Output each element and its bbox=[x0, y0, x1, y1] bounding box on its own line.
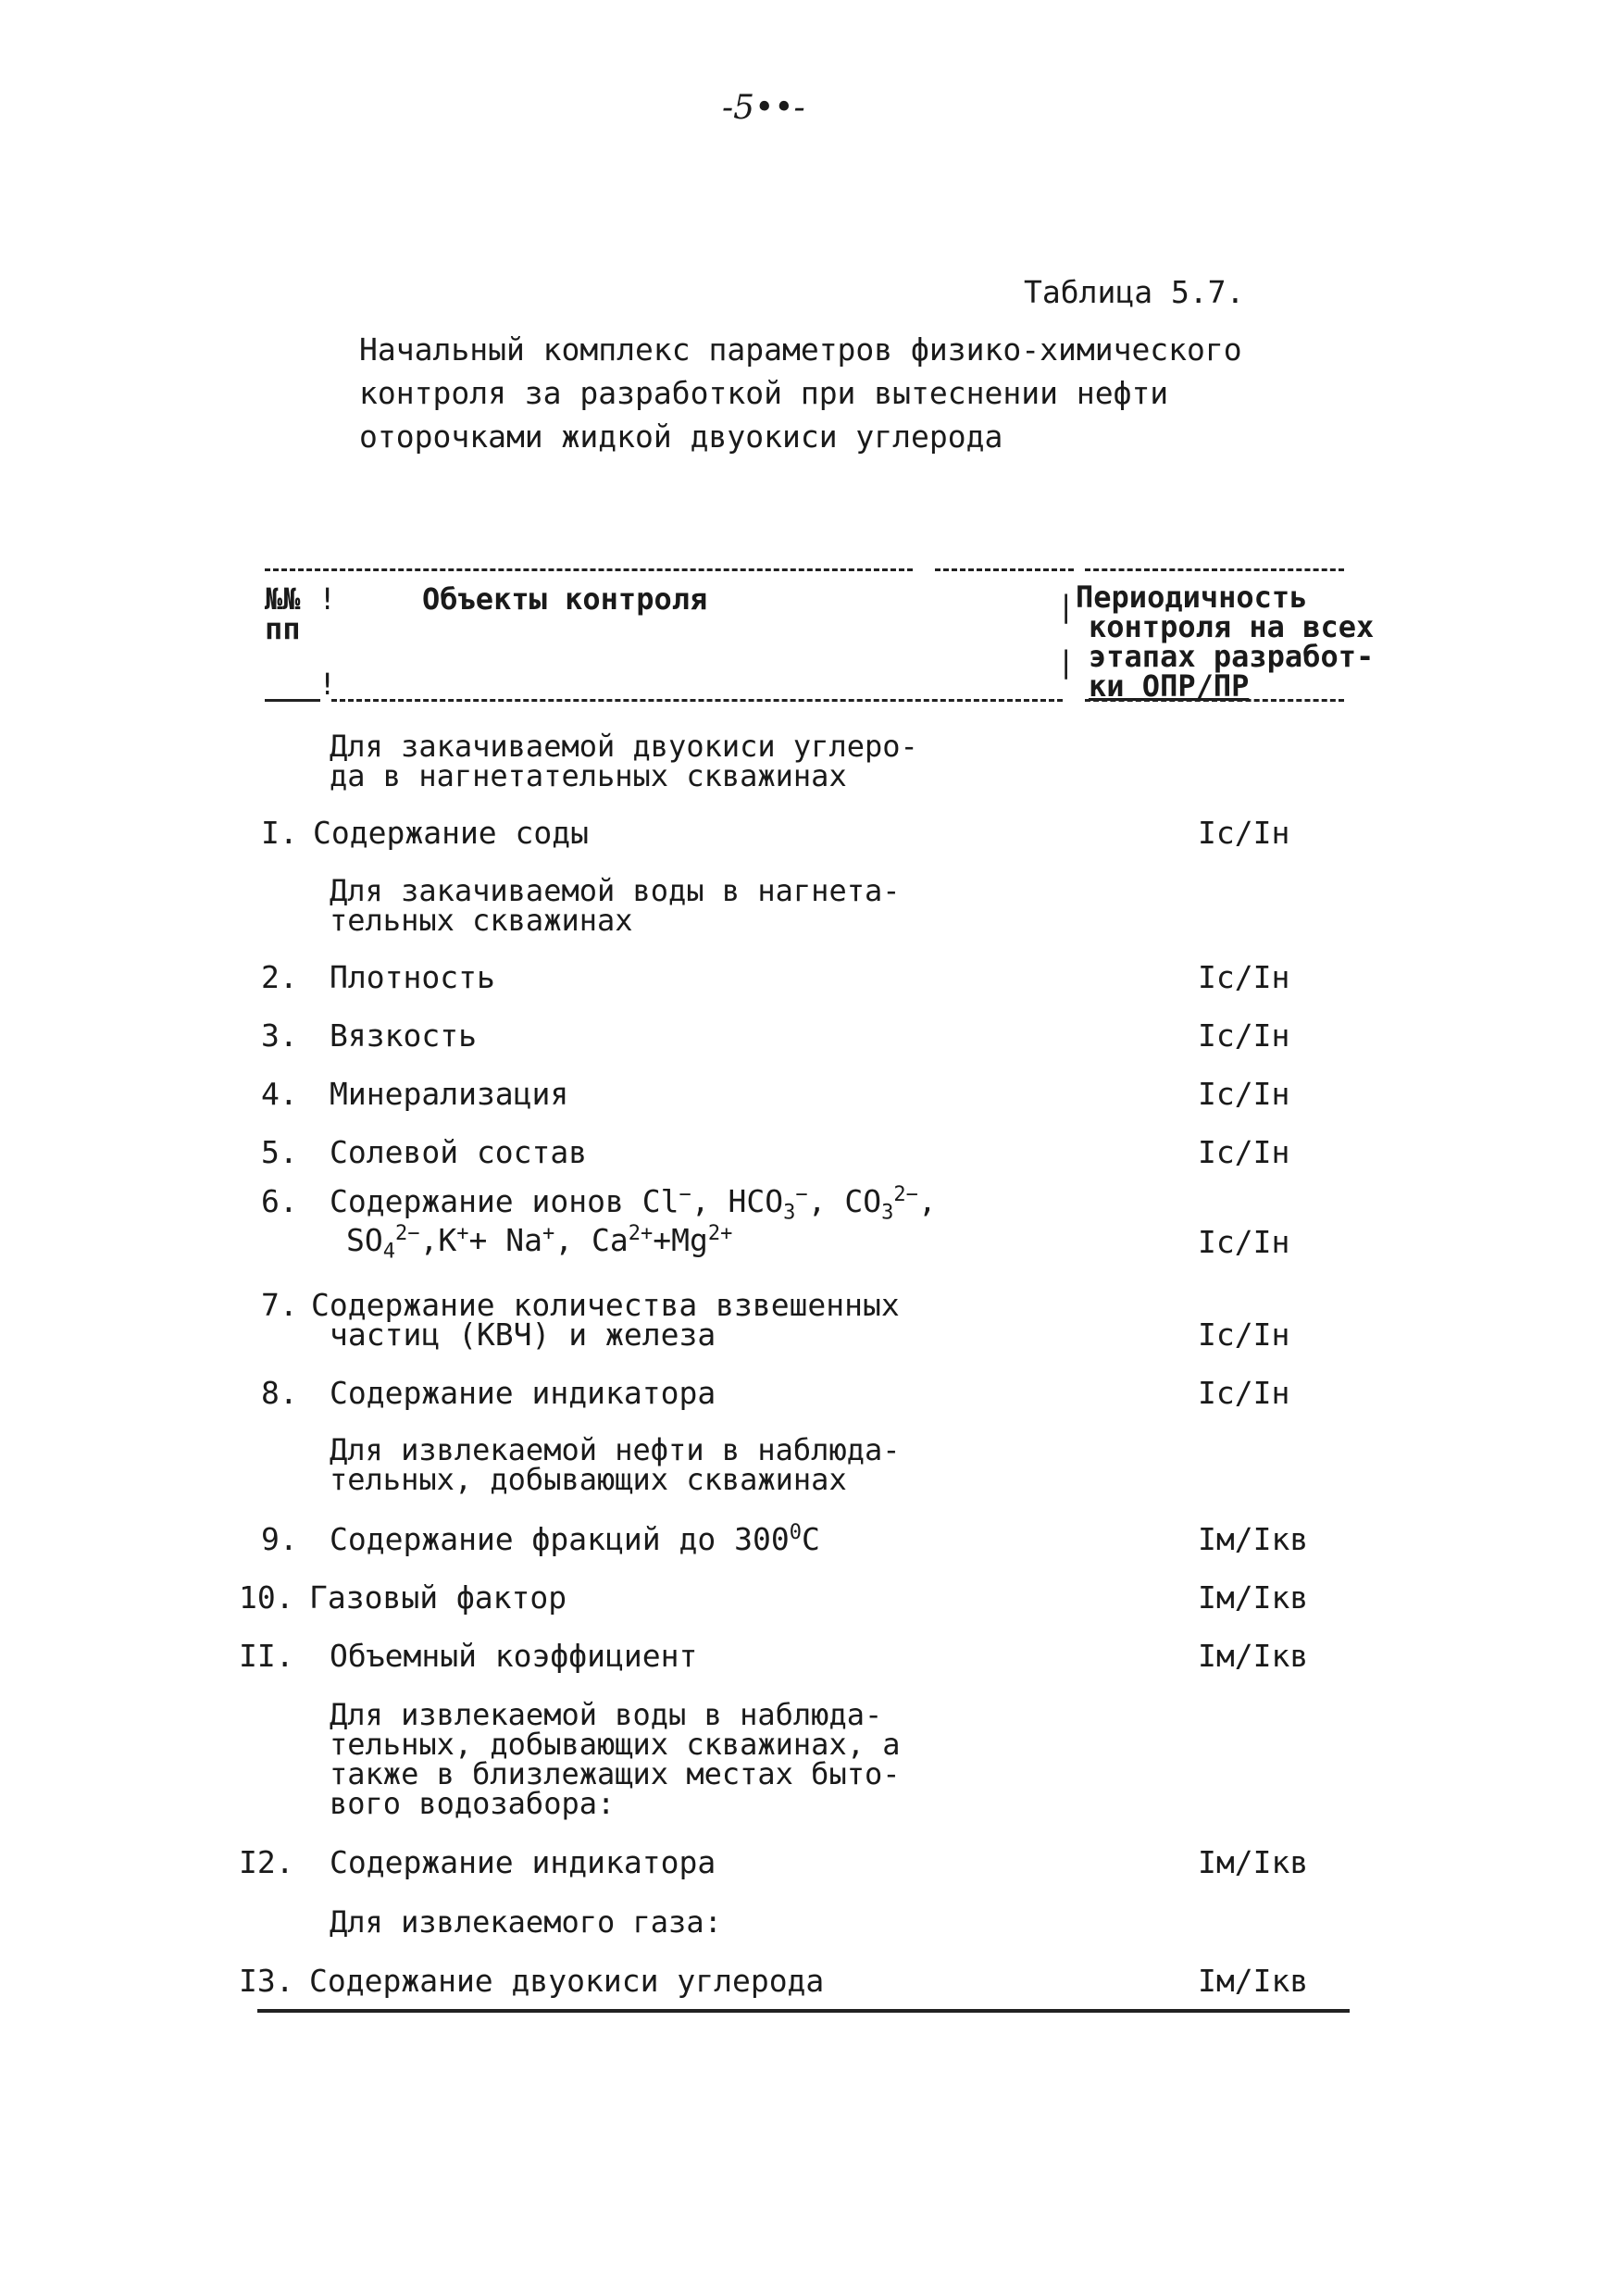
row-name: Содержание индикатора bbox=[330, 1375, 716, 1411]
row-number: 4. bbox=[261, 1076, 298, 1112]
row-number: 8. bbox=[261, 1375, 298, 1411]
separator: , bbox=[917, 1183, 937, 1219]
table-bottom-rule bbox=[257, 2009, 1350, 2013]
ion-cl: Cl bbox=[641, 1183, 679, 1219]
ion-co3: , CO bbox=[807, 1183, 882, 1219]
section-heading: Для извлекаемого газа: bbox=[330, 1904, 722, 1940]
row-name: Плотность bbox=[330, 959, 495, 995]
ion-hco3: , HCO bbox=[691, 1183, 784, 1219]
row-number: 6. bbox=[261, 1183, 298, 1219]
row-number: I3. bbox=[239, 1963, 294, 1999]
header-col-period: ки ОПР/ПР bbox=[1089, 668, 1250, 704]
row-period: Iс/Iн bbox=[1198, 1017, 1290, 1054]
row-name-text: Содержание ионов bbox=[330, 1183, 624, 1219]
row-period: Iс/Iн bbox=[1198, 815, 1290, 851]
row-number: 7. bbox=[261, 1287, 298, 1323]
row-number: 9. bbox=[261, 1521, 298, 1557]
row-period: Iм/Iкв bbox=[1198, 1579, 1309, 1616]
header-col-period: этапах разработ- bbox=[1089, 639, 1375, 674]
ion-formula-line2 bbox=[346, 1222, 733, 1264]
row-name: Объемный коэффициент bbox=[330, 1638, 698, 1674]
row-period: Iм/Iкв bbox=[1198, 1844, 1309, 1880]
section-heading: тельных, добывающих скважинах, а bbox=[330, 1727, 901, 1762]
section-heading: Для закачиваемой воды в нагнета- bbox=[330, 873, 901, 908]
row-name: Содержание количества взвешенных bbox=[311, 1287, 900, 1323]
header-top-rule bbox=[1085, 568, 1344, 571]
row-name: Содержание двуокиси углерода bbox=[309, 1963, 825, 1999]
header-col-number: №№ bbox=[265, 581, 301, 617]
charge: + bbox=[542, 1222, 555, 1245]
row-name: Минерализация bbox=[330, 1076, 569, 1112]
ion-mg: +Mg bbox=[653, 1222, 708, 1258]
charge: 2+ bbox=[707, 1222, 733, 1245]
ion-ca: , Ca bbox=[554, 1222, 629, 1258]
section-heading: Для извлекаемой нефти в наблюда- bbox=[330, 1432, 901, 1467]
row-number: I. bbox=[261, 815, 298, 851]
subscript: 4 bbox=[382, 1240, 395, 1264]
row-name: Содержание соды bbox=[313, 815, 590, 851]
header-col-number: пп bbox=[265, 611, 301, 646]
row-period: Iс/Iн bbox=[1198, 1134, 1290, 1170]
charge: − bbox=[795, 1183, 808, 1206]
section-heading: Для извлекаемой воды в наблюда- bbox=[330, 1697, 883, 1732]
row-name bbox=[330, 1521, 820, 1557]
row-name bbox=[330, 1183, 937, 1225]
charge: 2− bbox=[395, 1222, 420, 1245]
column-separator: | bbox=[1057, 589, 1076, 624]
section-heading: тельных, добывающих скважинах bbox=[330, 1462, 847, 1497]
ion-so4: SO bbox=[346, 1222, 383, 1258]
row-name: Вязкость bbox=[330, 1017, 477, 1054]
row-number: 3. bbox=[261, 1017, 298, 1054]
ion-formula-line1 bbox=[641, 1183, 937, 1225]
section-heading: тельных скважинах bbox=[330, 903, 633, 938]
header-col-period: контроля на всех bbox=[1089, 609, 1375, 644]
row-period: Iс/Iн bbox=[1198, 959, 1290, 995]
row-period: Iс/Iн bbox=[1198, 1224, 1290, 1260]
row-period: Iм/Iкв bbox=[1198, 1521, 1309, 1557]
unit: С bbox=[801, 1521, 820, 1557]
row-name: Газовый фактор bbox=[309, 1579, 567, 1616]
caption-line: Начальный комплекс параметров физико-химического bbox=[359, 331, 1242, 368]
row-period: Iс/Iн bbox=[1198, 1375, 1290, 1411]
header-top-rule bbox=[265, 568, 913, 571]
caption-line: контроля за разработкой при вытеснении нефти bbox=[359, 375, 1169, 411]
subscript: 3 bbox=[783, 1201, 796, 1225]
column-separator: ! bbox=[318, 667, 337, 702]
charge: 2− bbox=[893, 1183, 918, 1206]
row-period: Iс/Iн bbox=[1198, 1076, 1290, 1112]
column-separator: | bbox=[1057, 644, 1076, 680]
column-separator: ! bbox=[318, 581, 337, 617]
ion-k: ,K bbox=[419, 1222, 457, 1258]
row-number: 2. bbox=[261, 959, 298, 995]
subscript: 3 bbox=[881, 1201, 894, 1225]
header-bottom-rule bbox=[265, 699, 320, 702]
row-name: Содержание индикатора bbox=[330, 1844, 716, 1880]
caption-line: оторочками жидкой двуокиси углерода bbox=[359, 418, 1003, 455]
charge: − bbox=[679, 1183, 691, 1206]
header-bottom-rule bbox=[331, 699, 1063, 702]
row-period: Iм/Iкв bbox=[1198, 1963, 1309, 1999]
row-period: Iс/Iн bbox=[1198, 1316, 1290, 1353]
row-name: Солевой состав bbox=[330, 1134, 588, 1170]
row-name-text: Содержание фракций до 300 bbox=[330, 1521, 790, 1557]
header-top-rule bbox=[935, 568, 1074, 571]
section-heading: да в нагнетательных скважинах bbox=[330, 758, 847, 793]
degree-mark: 0 bbox=[789, 1521, 802, 1544]
ion-na: + Na bbox=[468, 1222, 542, 1258]
charge: + bbox=[456, 1222, 469, 1245]
row-name-continued: частиц (КВЧ) и железа bbox=[330, 1316, 716, 1353]
header-col-period: Периодичность bbox=[1076, 580, 1308, 615]
row-number: I2. bbox=[239, 1844, 294, 1880]
row-number: 10. bbox=[239, 1579, 294, 1616]
table-label: Таблица 5.7. bbox=[1024, 274, 1245, 310]
row-number: 5. bbox=[261, 1134, 298, 1170]
section-heading: вого водозабора: bbox=[330, 1786, 616, 1821]
charge: 2+ bbox=[628, 1222, 654, 1245]
row-number: II. bbox=[239, 1638, 294, 1674]
section-heading: Для закачиваемой двуокиси углеро- bbox=[330, 729, 918, 764]
header-bottom-rule bbox=[1085, 699, 1344, 702]
row-period: Iм/Iкв bbox=[1198, 1638, 1309, 1674]
page-number: -5••- bbox=[722, 89, 805, 127]
section-heading: также в близлежащих местах быто- bbox=[330, 1756, 901, 1791]
header-col-objects: Объекты контроля bbox=[422, 581, 708, 617]
